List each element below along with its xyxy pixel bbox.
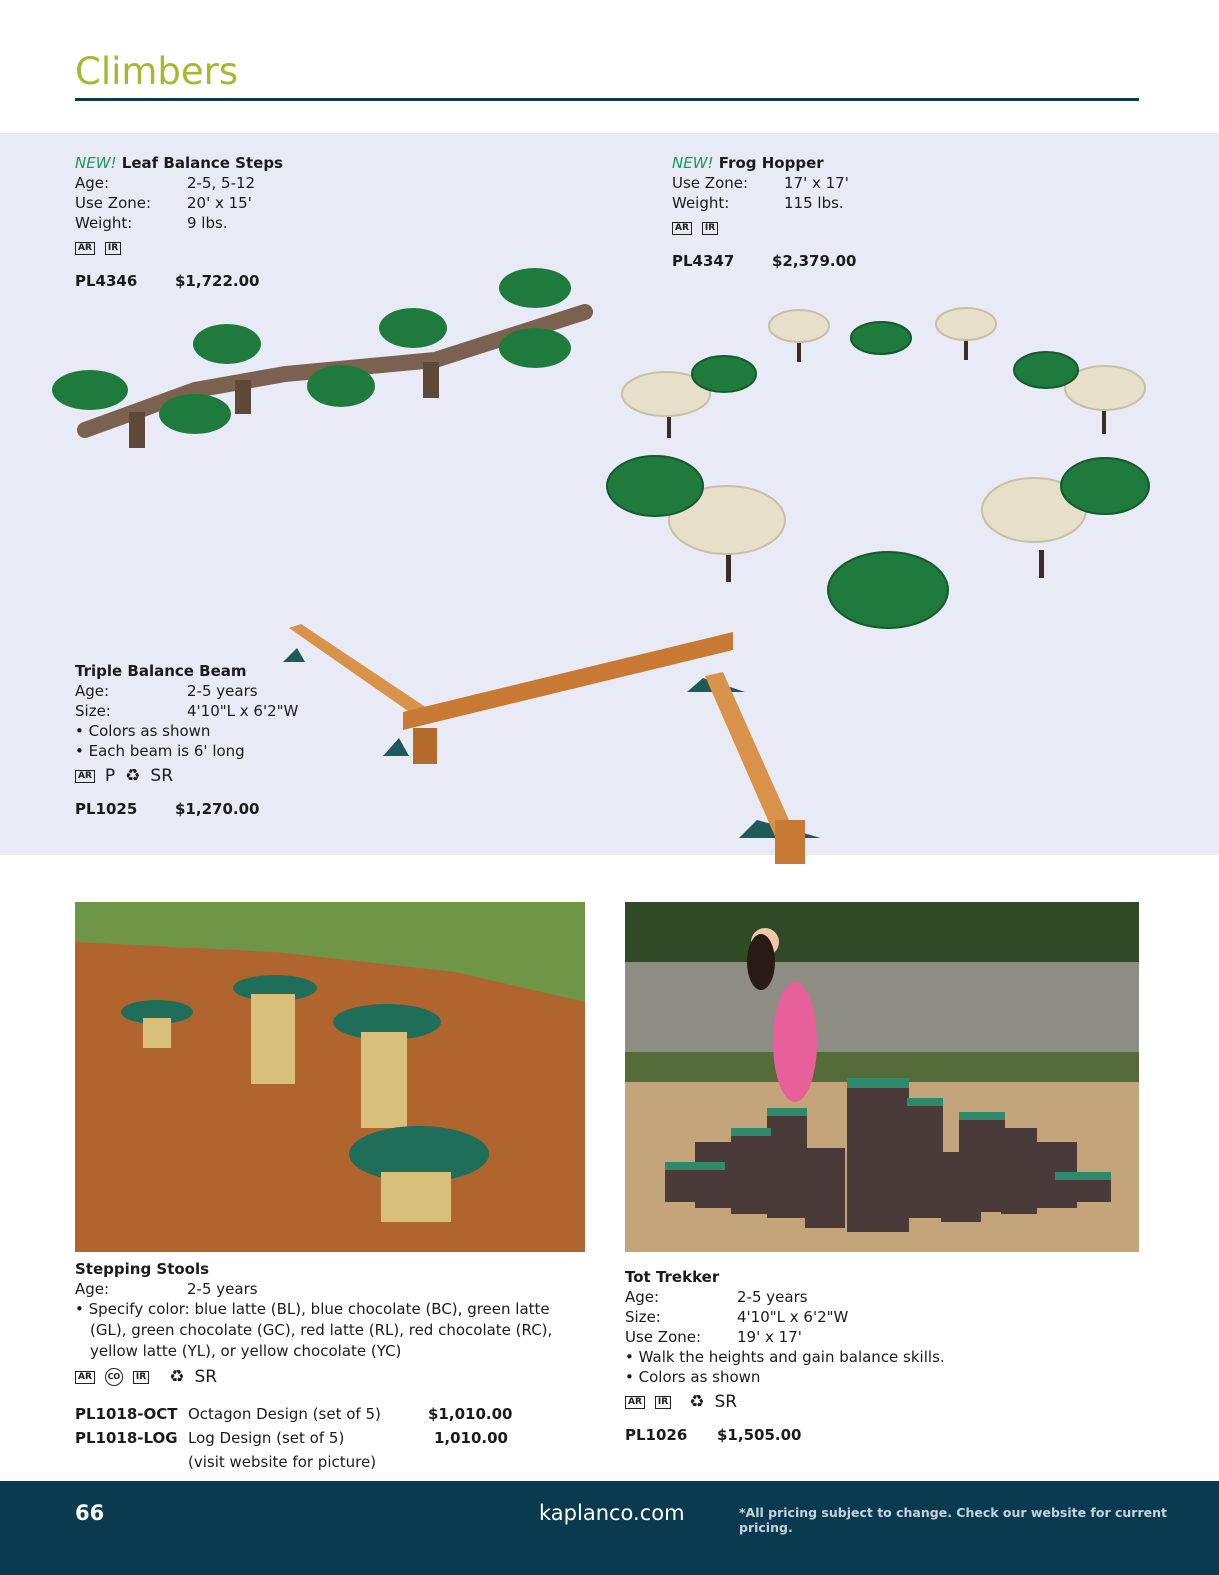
sr-icon: SR: [714, 1392, 738, 1412]
sr-icon: SR: [150, 766, 174, 786]
spec-row: Weight: 9 lbs.: [75, 214, 228, 232]
product-name: NEW! Leaf Balance Steps: [75, 154, 283, 172]
sku: PL4347: [672, 252, 735, 270]
variant-row: PL1018-LOG Log Design (set of 5) 1,010.00: [75, 1429, 508, 1447]
spec-row: Use Zone: 17' x 17': [672, 174, 849, 192]
spec-row: Size: 4'10"L x 6'2"W: [75, 702, 299, 720]
spec-row: Age: 2-5 years: [75, 1280, 258, 1298]
sku: PL1025: [75, 800, 138, 818]
bullet: • Walk the heights and gain balance skills.: [625, 1348, 945, 1366]
spec-row: Age: 2-5 years: [625, 1288, 808, 1306]
price-line: [672, 251, 856, 271]
play-icon: P: [104, 766, 116, 786]
ar-icon: AR: [672, 222, 692, 235]
new-tag: NEW!: [75, 154, 117, 172]
product-name: Triple Balance Beam: [75, 662, 247, 680]
spec-row: Size: 4'10"L x 6'2"W: [625, 1308, 849, 1326]
ir-icon: IR: [105, 242, 121, 255]
price: $2,379.00: [772, 252, 857, 270]
certification-icons: [75, 237, 283, 259]
title-rule: [75, 98, 1139, 101]
spec-row: Weight: 115 lbs.: [672, 194, 844, 212]
product-name: NEW! Frog Hopper: [672, 154, 824, 172]
ar-icon: AR: [75, 1371, 95, 1384]
price: $1,270.00: [175, 800, 260, 818]
product-triple-balance-beam: [75, 661, 298, 819]
sr-icon: SR: [194, 1367, 218, 1387]
product-name: Stepping Stools: [75, 1260, 210, 1278]
ir-icon: IR: [133, 1371, 149, 1384]
variant-note: (visit website for picture): [188, 1453, 377, 1471]
product-frog-hopper: [672, 153, 856, 271]
certification-icons: [75, 765, 298, 787]
variant-row: PL1018-OCT Octagon Design (set of 5) $1,010.00: [75, 1405, 513, 1423]
bullet: • Colors as shown: [625, 1368, 761, 1386]
website-link[interactable]: kaplanco.com: [539, 1501, 685, 1525]
page-number: 66: [75, 1501, 105, 1525]
pricing-disclaimer: *All pricing subject to change. Check our website for current pricing.: [739, 1505, 1167, 1535]
ar-icon: AR: [625, 1396, 645, 1409]
sku: PL4346: [75, 272, 138, 290]
frog-hopper-image: [600, 300, 1160, 635]
recycle-icon: ♻: [125, 766, 141, 786]
page-footer: [0, 1481, 1219, 1575]
spec-row: Age: 2-5 years: [75, 682, 258, 700]
co-icon: CO: [105, 1368, 123, 1386]
spec-row: Use Zone: 20' x 15': [75, 194, 252, 212]
spec-row: Use Zone: 19' x 17': [625, 1328, 802, 1346]
price-line: [75, 799, 298, 819]
ar-icon: AR: [75, 242, 95, 255]
triple-balance-beam-image: [275, 620, 835, 870]
bullet: • Colors as shown: [75, 722, 211, 740]
leaf-balance-steps-image: [45, 262, 605, 462]
sku: PL1026: [625, 1426, 688, 1444]
price: $1,505.00: [717, 1426, 802, 1444]
certification-icons: [625, 1391, 945, 1413]
recycle-icon: ♻: [689, 1392, 705, 1412]
bullet: • Specify color: blue latte (BL), blue chocolate (BC), green latte (GL), green chocolate (GC), red latte (RL), red chocolate (RC), yellow latte (YL), or yellow chocolate (YC): [75, 1300, 553, 1360]
certification-icons: [672, 217, 856, 239]
product-tot-trekker: [625, 1267, 945, 1445]
stepping-stools-photo: [75, 902, 585, 1252]
price-line: [625, 1425, 945, 1445]
product-stepping-stools: [75, 1259, 585, 1474]
ar-icon: AR: [75, 770, 95, 783]
variant-table: [75, 1402, 585, 1474]
certification-icons: [75, 1366, 585, 1388]
spec-row: Age: 2-5, 5-12: [75, 174, 256, 192]
bullet: • Each beam is 6' long: [75, 742, 245, 760]
product-name: Tot Trekker: [625, 1268, 720, 1286]
ir-icon: IR: [655, 1396, 671, 1409]
price: $1,722.00: [175, 272, 260, 290]
ir-icon: IR: [702, 222, 718, 235]
recycle-icon: ♻: [169, 1367, 185, 1387]
new-tag: NEW!: [672, 154, 714, 172]
page-title: Climbers: [75, 50, 239, 93]
tot-trekker-photo: [625, 902, 1139, 1252]
